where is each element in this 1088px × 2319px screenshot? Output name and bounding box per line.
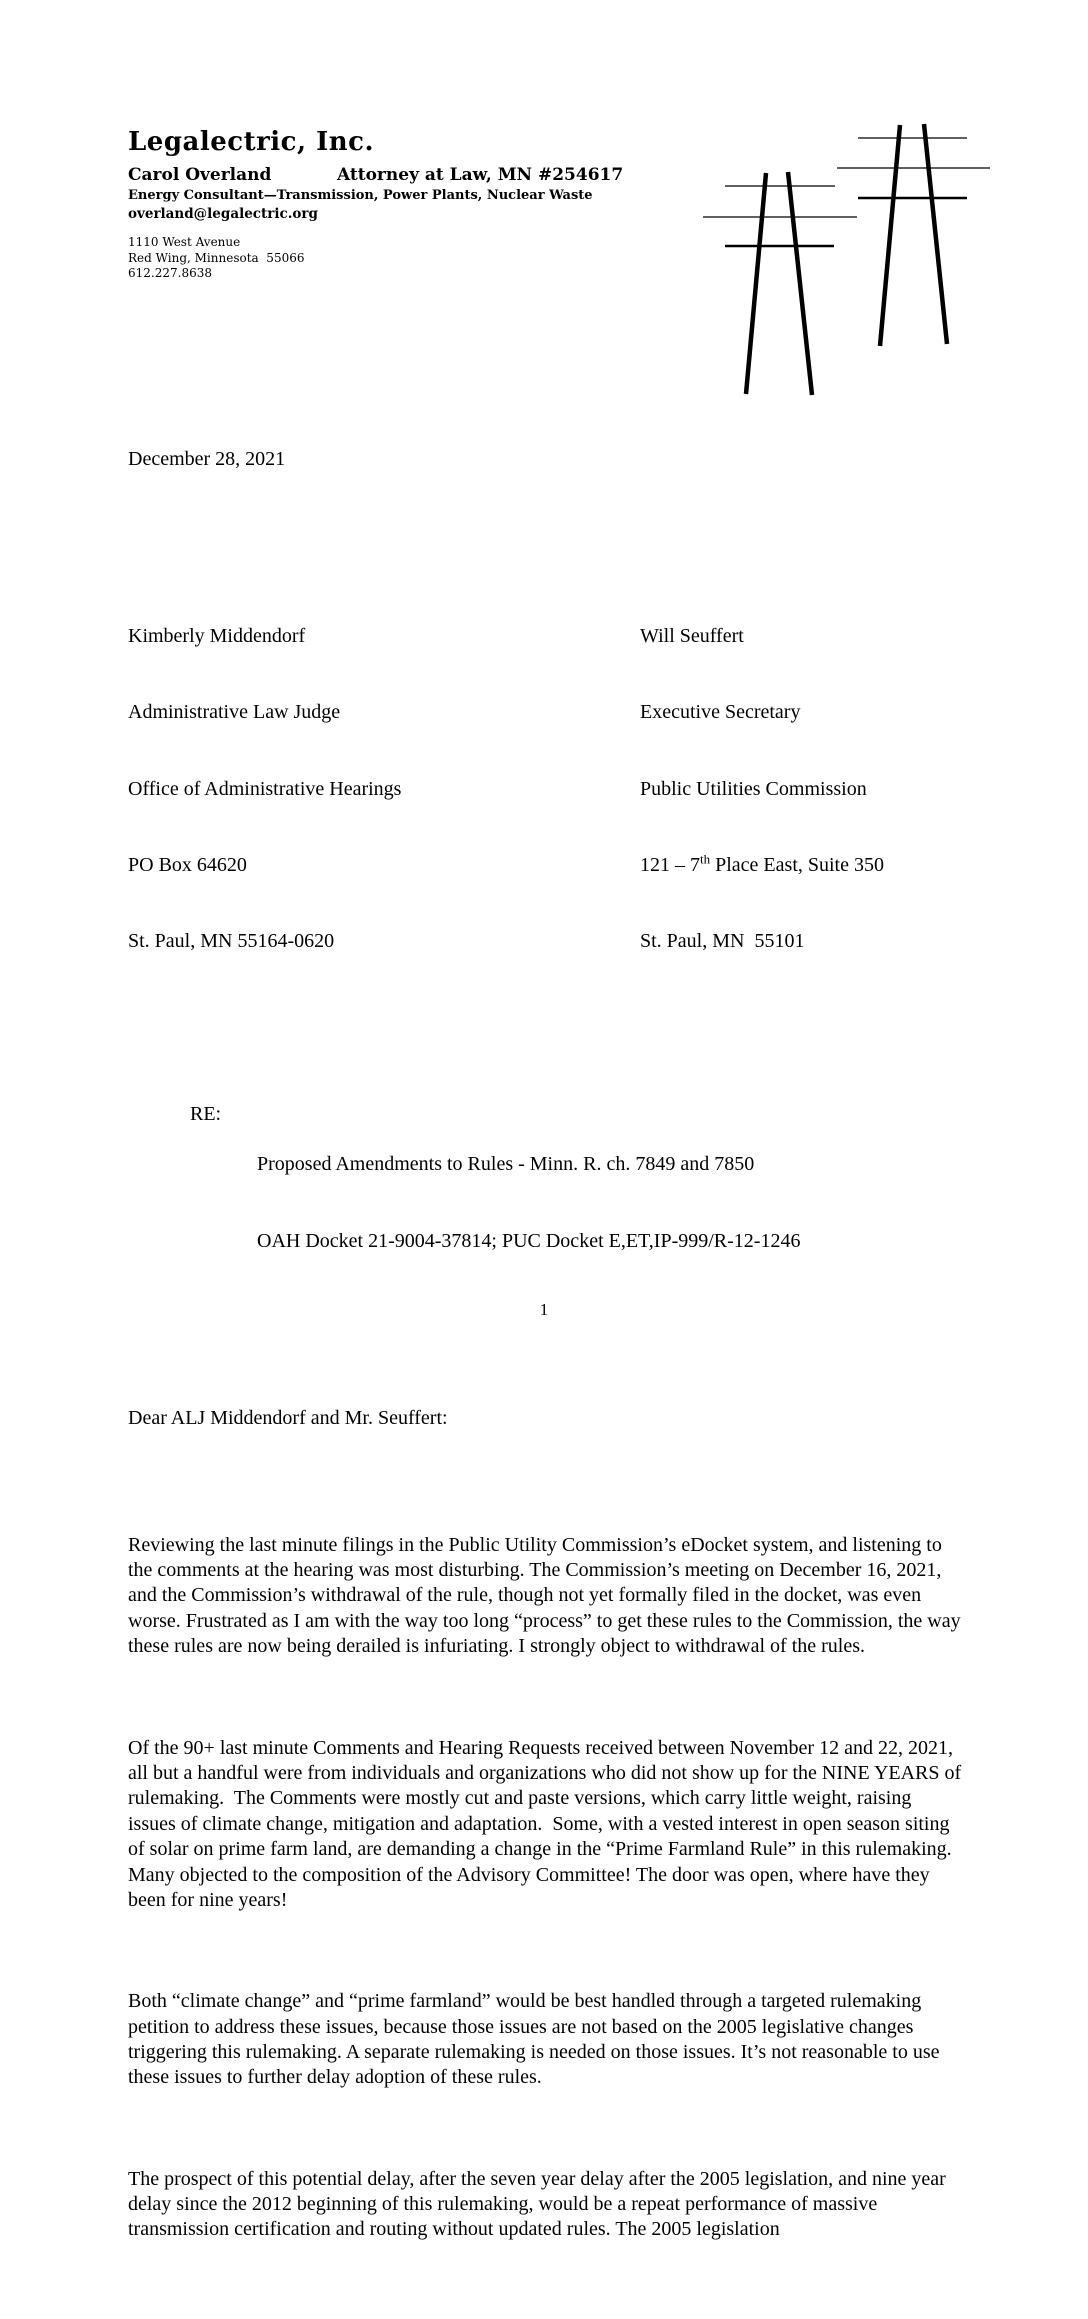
page-number: 1 [539,1300,549,1319]
recipient-line: PO Box 64620 [128,853,247,876]
recipient-line: Public Utilities Commission [640,777,867,800]
company-name: Legalectric, Inc. [128,127,375,157]
letter-body [128,396,967,2319]
attorney-title: Attorney at Law, MN #254617 [337,165,624,185]
letterhead [128,124,623,282]
recipient-line: St. Paul, MN 55164-0620 [128,930,335,953]
ordinal-suffix: th [700,851,711,867]
recipient-blocks [128,573,962,1005]
attorney-row [128,163,623,187]
address-line: 1110 West Avenue [128,235,241,249]
email-address: overland@legalectric.org [128,206,318,222]
attorney-name: Carol Overland [128,165,272,185]
letterhead-address [128,235,623,282]
recipient-line: Kimberly Middendorf [128,625,306,648]
paragraph: The prospect of this potential delay, after the seven year delay after the 2005 legislation, and nine year delay since the 2012 beginning of this rulemaking, would be a repeat performance of massive transmission certification and routing without updated rules. The 2005 legislation [128,2167,951,2241]
salutation: Dear ALJ Middendorf and Mr. Seuffert: [128,1407,448,1430]
recipient-line: 121 – 7th Place East, Suite 350 [640,851,884,876]
letter-date: December 28, 2021 [128,447,286,470]
recipient-block-right [640,573,962,1005]
recipient-line: Executive Secretary [640,701,801,724]
re-line: Proposed Amendments to Rules - Minn. R. ch. 7849 and 7850 [257,1153,755,1176]
recipient-line: Will Seuffert [640,625,744,648]
re-label: RE: [190,1102,222,1125]
re-block [190,1102,962,1305]
re-text [257,1102,800,1305]
paragraph: Both “climate change” and “prime farmland” would be best handled through a targeted rulemaking petition to address these issues, because those issues are not based on the 2005 legislative changes triggering this rulemaking. A separate rulemaking is needed on those issues. It’s not reasonable to use these issues to further delay adoption of these rules. [128,1990,945,2089]
recipient-line: Office of Administrative Hearings [128,777,402,800]
transmission-towers-icon [680,100,1000,420]
recipient-line: St. Paul, MN 55101 [640,930,805,953]
phone-number: 612.227.8638 [128,266,212,280]
re-line: OAH Docket 21-9004-37814; PUC Docket E,ET,IP-999/R-12-1246 [257,1229,801,1252]
paragraph: Of the 90+ last minute Comments and Hearing Requests received between November 12 and 22, 2021, all but a handful were from individuals and organizations who did not show up for the NINE YEARS of rulemaking. The Comments were mostly cut and paste versions, which carry little weight, raising issues of climate change, mitigation and adaptation. Some, with a vested interest in open season siting of solar on prime farm land, are demanding a change in the “Prime Farmland Rule” in this rulemaking. Many objected to the composition of the Advisory Committee! The door was open, where have they been for nine years! [128,1736,967,1911]
tagline: Energy Consultant—Transmission, Power Plants, Nuclear Waste [128,188,593,203]
recipient-line: Administrative Law Judge [128,701,341,724]
address-line: Red Wing, Minnesota 55066 [128,250,305,265]
paragraph: Reviewing the last minute filings in the Public Utility Commission’s eDocket system, and listening to the comments at the hearing was most disturbing. The Commission’s meeting on December 16, 2021, and the Commission’s withdrawal of the rule, though not yet formally filed in the docket, was even worse. Frustrated as I am with the way too long “process” to get these rules to the Commission, the way these rules are now being derailed is infuriating. I strongly object to withdrawal of the rules. [128,1533,966,1658]
recipient-block-left [128,573,640,1005]
